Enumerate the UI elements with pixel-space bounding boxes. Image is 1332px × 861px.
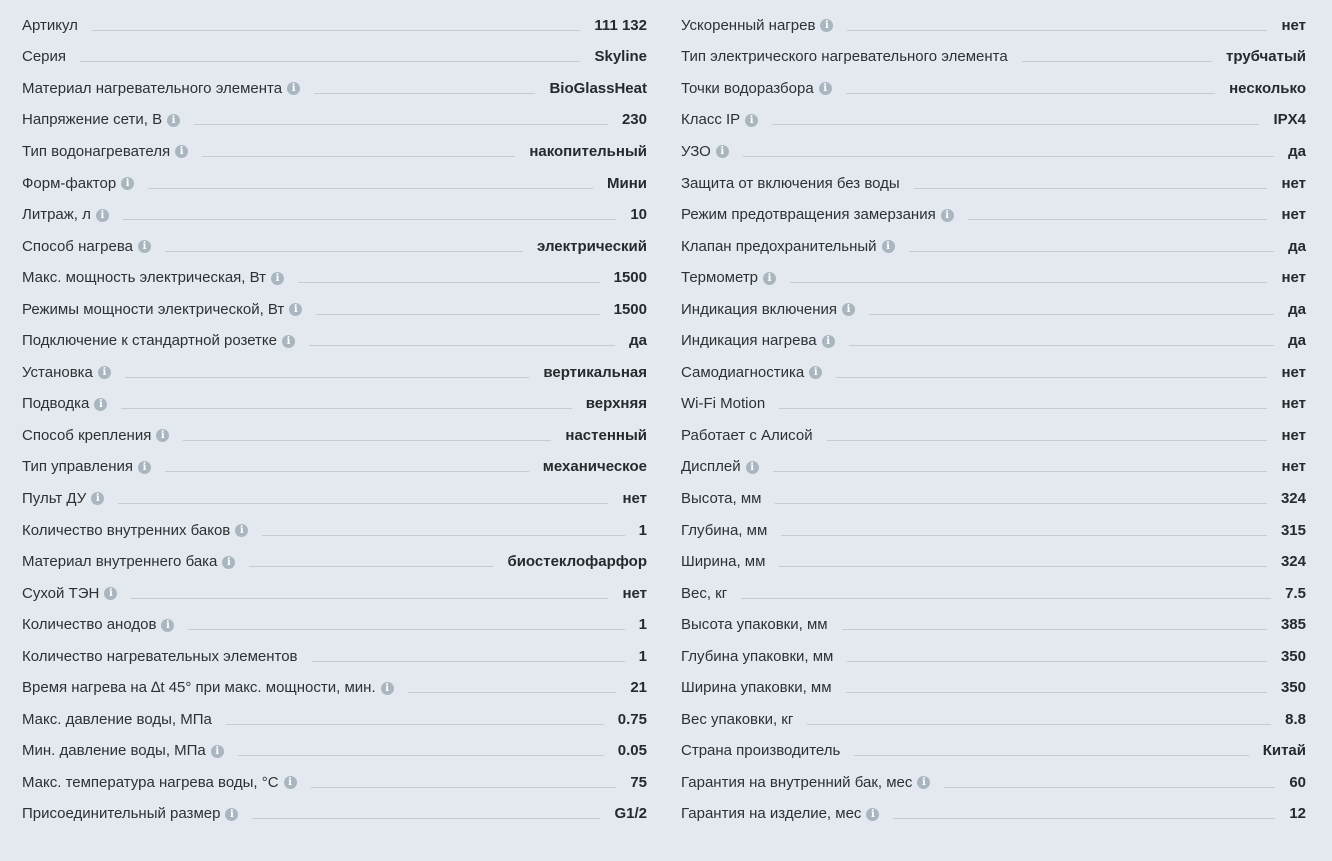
spec-label-wrap [22,458,151,476]
leader-line [80,52,580,62]
leader-line [165,462,529,472]
spec-label: Индикация включения [681,300,838,318]
spec-row [22,704,647,736]
spec-label: Защита от включения без воды [681,174,900,192]
spec-label-wrap [681,48,1008,66]
spec-value: Китай [1262,742,1306,760]
spec-value: да [1288,300,1306,318]
spec-row [22,736,647,768]
spec-row [681,546,1306,578]
spec-row [681,736,1306,768]
leader-line [121,399,571,409]
spec-label: Гарантия на внутренний бак, мес [681,773,913,791]
info-icon[interactable]: i [104,587,117,600]
spec-label: Точки водоразбора [681,79,814,97]
spec-value: 1 [638,521,647,539]
spec-label-wrap [681,395,765,413]
leader-line [968,210,1268,220]
spec-value: 1500 [613,269,647,287]
spec-label-wrap [22,206,109,224]
spec-row [681,42,1306,74]
spec-label: Количество внутренних баков [22,521,231,539]
spec-row [681,799,1306,831]
spec-row [681,105,1306,137]
spec-value: верхняя [585,395,647,413]
spec-label-wrap [22,805,238,823]
spec-label-wrap [22,553,235,571]
leader-line [869,305,1274,315]
spec-row [681,262,1306,294]
leader-line [125,368,529,378]
spec-label: Литраж, л [22,206,91,224]
spec-value: 60 [1289,773,1306,791]
spec-row [22,42,647,74]
spec-label: Тип электрического нагревательного элемента [681,48,1008,66]
spec-value: нет [1281,16,1306,34]
spec-label: Материал нагревательного элемента [22,79,283,97]
spec-value: 0.75 [617,710,647,728]
spec-label-wrap [22,490,104,508]
spec-value: 385 [1280,616,1306,634]
spec-label: Дисплей [681,458,741,476]
spec-value: BioGlassHeat [549,79,647,97]
spec-label-wrap [681,332,835,350]
info-icon[interactable]: i [866,808,879,821]
leader-line [1022,52,1212,62]
spec-row [22,452,647,484]
spec-row [681,389,1306,421]
spec-value: 111 132 [594,16,647,34]
info-icon[interactable]: i [842,303,855,316]
leader-line [316,305,599,315]
spec-label: Высота упаковки, мм [681,616,828,634]
spec-label: Режимы мощности электрической, Вт [22,300,285,318]
leader-line [846,84,1215,94]
spec-row [22,420,647,452]
spec-label-wrap [22,395,107,413]
spec-value: 0.05 [617,742,647,760]
spec-label: Количество нагревательных элементов [22,647,298,665]
spec-label-wrap [22,742,224,760]
spec-label: Макс. давление воды, МПа [22,710,212,728]
spec-label: Способ нагрева [22,237,133,255]
leader-line [238,746,604,756]
spec-label: Тип водонагревателя [22,142,171,160]
spec-label: Сухой ТЭН [22,584,100,602]
spec-row [22,767,647,799]
leader-line [131,589,608,599]
info-icon[interactable]: i [822,335,835,348]
leader-line [772,115,1259,125]
spec-label: Артикул [22,16,78,34]
spec-row [22,578,647,610]
info-icon[interactable]: i [746,461,759,474]
spec-label: Макс. температура нагрева воды, °С [22,773,279,791]
spec-label: Подключение к стандартной розетке [22,332,277,350]
spec-label: УЗО [681,142,711,160]
leader-line [188,620,624,630]
spec-value: нет [1281,269,1306,287]
info-icon[interactable]: i [284,776,297,789]
spec-row [681,609,1306,641]
spec-label-wrap [22,585,117,603]
info-icon[interactable]: i [820,19,833,32]
spec-label-wrap [22,111,180,129]
spec-value: нет [1281,206,1306,224]
spec-value: механическое [542,458,647,476]
leader-line [408,683,617,693]
spec-label-wrap [681,17,833,35]
spec-label: Макс. мощность электрическая, Вт [22,269,267,287]
spec-row [681,73,1306,105]
spec-label: Термометр [681,269,759,287]
spec-label: Высота, мм [681,489,762,507]
info-icon[interactable]: i [941,209,954,222]
spec-value: 324 [1280,489,1306,507]
spec-row [681,704,1306,736]
info-icon[interactable]: i [819,82,832,95]
info-icon[interactable]: i [235,524,248,537]
spec-value: трубчатый [1226,48,1306,66]
leader-line [118,494,608,504]
spec-row [22,546,647,578]
spec-row [681,578,1306,610]
spec-label-wrap [681,238,895,256]
leader-line [846,683,1267,693]
spec-label-wrap [22,616,174,634]
leader-line [314,84,535,94]
spec-label-wrap [681,742,840,760]
spec-label-wrap [22,679,394,697]
leader-line [311,778,617,788]
spec-row [22,168,647,200]
spec-value: нет [1281,174,1306,192]
leader-line [849,336,1275,346]
spec-label: Работает с Алисой [681,426,813,444]
info-icon[interactable]: i [287,82,300,95]
spec-value: 12 [1289,805,1306,823]
spec-label-wrap [22,648,298,666]
spec-value: 350 [1280,679,1306,697]
spec-row [22,672,647,704]
spec-label-wrap [22,238,151,256]
spec-row [22,294,647,326]
spec-row [22,483,647,515]
spec-row [22,262,647,294]
spec-value: несколько [1229,79,1306,97]
spec-label: Режим предотвращения замерзания [681,206,936,224]
spec-row [681,641,1306,673]
spec-row [22,10,647,42]
spec-value: да [629,332,647,350]
leader-line [202,147,515,157]
spec-value: нет [1281,426,1306,444]
spec-row [681,767,1306,799]
spec-value: 324 [1280,553,1306,571]
leader-line [743,147,1274,157]
spec-label-wrap [22,711,212,729]
spec-row [681,452,1306,484]
leader-line [909,242,1275,252]
leader-line [854,746,1248,756]
info-icon[interactable]: i [882,240,895,253]
leader-line [92,21,581,31]
spec-label-wrap [22,774,297,792]
spec-value: нет [1281,395,1306,413]
spec-label: Гарантия на изделие, мес [681,805,862,823]
leader-line [944,778,1275,788]
info-icon[interactable]: i [167,114,180,127]
spec-label-wrap [22,80,300,98]
spec-label-wrap [681,458,759,476]
spec-label-wrap [681,648,833,666]
leader-line [773,462,1268,472]
spec-value: да [1288,237,1306,255]
spec-row [681,294,1306,326]
spec-value: 7.5 [1285,584,1306,602]
info-icon[interactable]: i [94,398,107,411]
spec-label-wrap [681,111,758,129]
spec-value: нет [622,584,647,602]
spec-row [22,199,647,231]
info-icon[interactable]: i [271,272,284,285]
info-icon[interactable]: i [716,145,729,158]
spec-label-wrap [22,17,78,35]
info-icon[interactable]: i [381,682,394,695]
spec-value: нет [622,489,647,507]
spec-value: G1/2 [614,805,647,823]
specs-column-left [22,10,647,830]
spec-label: Время нагрева на ∆t 45° при макс. мощности, мин. [22,679,376,697]
spec-label: Ширина, мм [681,553,766,571]
spec-row [681,515,1306,547]
spec-row [681,420,1306,452]
spec-value: электрический [537,237,647,255]
spec-value: 1 [638,647,647,665]
spec-label: Установка [22,363,93,381]
leader-line [781,526,1267,536]
spec-row [681,483,1306,515]
spec-label: Напряжение сети, В [22,111,163,129]
spec-label: Вес, кг [681,584,728,602]
spec-value: накопительный [529,142,647,160]
spec-value: настенный [565,426,647,444]
spec-value: нет [1281,458,1306,476]
spec-row [22,105,647,137]
leader-line [741,589,1271,599]
leader-line [842,620,1267,630]
spec-label-wrap [681,585,727,603]
info-icon[interactable]: i [156,429,169,442]
info-icon[interactable]: i [98,366,111,379]
spec-label: Вес упаковки, кг [681,710,794,728]
spec-label-wrap [681,269,776,287]
spec-row [681,325,1306,357]
spec-label-wrap [22,522,248,540]
spec-label-wrap [22,427,169,445]
spec-label: Wi-Fi Motion [681,395,766,413]
leader-line [847,21,1267,31]
spec-label-wrap [681,80,832,98]
spec-value: Мини [607,174,647,192]
spec-row [22,231,647,263]
spec-row [22,325,647,357]
spec-value: 230 [621,111,647,129]
spec-row [22,357,647,389]
leader-line [249,557,493,567]
spec-value: биостеклофарфор [507,553,647,571]
spec-value: да [1288,332,1306,350]
leader-line [779,557,1267,567]
spec-label-wrap [681,616,828,634]
spec-label: Самодиагностика [681,363,805,381]
spec-value: 21 [630,679,647,697]
spec-label: Присоединительный размер [22,805,221,823]
leader-line [309,336,615,346]
spec-row [681,10,1306,42]
spec-row [681,357,1306,389]
leader-line [836,368,1267,378]
info-icon[interactable]: i [745,114,758,127]
leader-line [262,526,624,536]
leader-line [775,494,1266,504]
leader-line [183,431,551,441]
spec-row [22,389,647,421]
spec-value: вертикальная [543,363,647,381]
specs-column-right [681,10,1306,830]
info-icon[interactable]: i [282,335,295,348]
leader-line [827,431,1268,441]
info-icon[interactable]: i [211,745,224,758]
spec-label: Пульт ДУ [22,489,87,507]
info-icon[interactable]: i [175,145,188,158]
leader-line [148,179,593,189]
info-icon[interactable]: i [917,776,930,789]
leader-line [847,652,1267,662]
spec-row [22,609,647,641]
leader-line [790,273,1267,283]
spec-label: Глубина, мм [681,521,768,539]
spec-label: Ширина упаковки, мм [681,679,832,697]
leader-line [226,715,604,725]
spec-label: Способ крепления [22,426,152,444]
spec-label-wrap [22,175,134,193]
spec-value: да [1288,142,1306,160]
spec-label: Ускоренный нагрев [681,16,816,34]
spec-row [681,199,1306,231]
spec-label: Тип управления [22,458,133,476]
info-icon[interactable]: i [763,272,776,285]
leader-line [123,210,616,220]
spec-value: Skyline [594,48,647,66]
leader-line [194,115,608,125]
spec-label-wrap [681,679,832,697]
spec-label-wrap [681,301,855,319]
info-icon[interactable]: i [138,240,151,253]
spec-value: нет [1281,363,1306,381]
spec-label: Материал внутреннего бака [22,553,218,571]
info-icon[interactable]: i [138,461,151,474]
spec-label-wrap [681,522,767,540]
spec-label-wrap [22,48,66,66]
leader-line [298,273,600,283]
spec-row [681,672,1306,704]
spec-value: 8.8 [1285,710,1306,728]
spec-label: Мин. давление воды, МПа [22,742,206,760]
spec-row [22,136,647,168]
spec-label-wrap [681,553,765,571]
spec-label-wrap [22,143,188,161]
leader-line [914,179,1268,189]
spec-label-wrap [681,206,954,224]
spec-row [22,799,647,831]
spec-value: 315 [1280,521,1306,539]
spec-label: Серия [22,48,67,66]
info-icon[interactable]: i [289,303,302,316]
spec-label-wrap [22,364,111,382]
spec-label-wrap [681,427,813,445]
spec-label: Глубина упаковки, мм [681,647,834,665]
spec-value: 350 [1280,647,1306,665]
spec-label: Форм-фактор [22,174,117,192]
leader-line [312,652,625,662]
info-icon[interactable]: i [121,177,134,190]
spec-row [22,641,647,673]
spec-row [681,231,1306,263]
info-icon[interactable]: i [96,209,109,222]
spec-label-wrap [681,774,930,792]
spec-label-wrap [22,332,295,350]
spec-label: Подводка [22,395,90,413]
spec-label-wrap [681,364,822,382]
spec-row [22,73,647,105]
spec-label-wrap [681,175,900,193]
spec-row [681,136,1306,168]
leader-line [252,809,600,819]
leader-line [807,715,1271,725]
spec-value: 10 [630,206,647,224]
spec-label-wrap [22,269,284,287]
spec-value: IPX4 [1273,111,1306,129]
spec-value: 1500 [613,300,647,318]
spec-label-wrap [681,490,761,508]
spec-label-wrap [681,143,729,161]
leader-line [893,809,1275,819]
info-icon[interactable]: i [222,556,235,569]
spec-value: 1 [638,616,647,634]
info-icon[interactable]: i [91,492,104,505]
spec-label: Класс IP [681,111,741,129]
spec-label: Количество анодов [22,616,157,634]
info-icon[interactable]: i [225,808,238,821]
spec-row [22,515,647,547]
leader-line [779,399,1267,409]
spec-row [681,168,1306,200]
leader-line [165,242,523,252]
spec-label-wrap [681,805,879,823]
spec-label: Индикация нагрева [681,332,817,350]
spec-label-wrap [681,711,793,729]
spec-value: 75 [630,773,647,791]
spec-label: Страна производитель [681,742,841,760]
spec-label: Клапан предохранительный [681,237,877,255]
info-icon[interactable]: i [161,619,174,632]
spec-label-wrap [22,301,302,319]
info-icon[interactable]: i [809,366,822,379]
